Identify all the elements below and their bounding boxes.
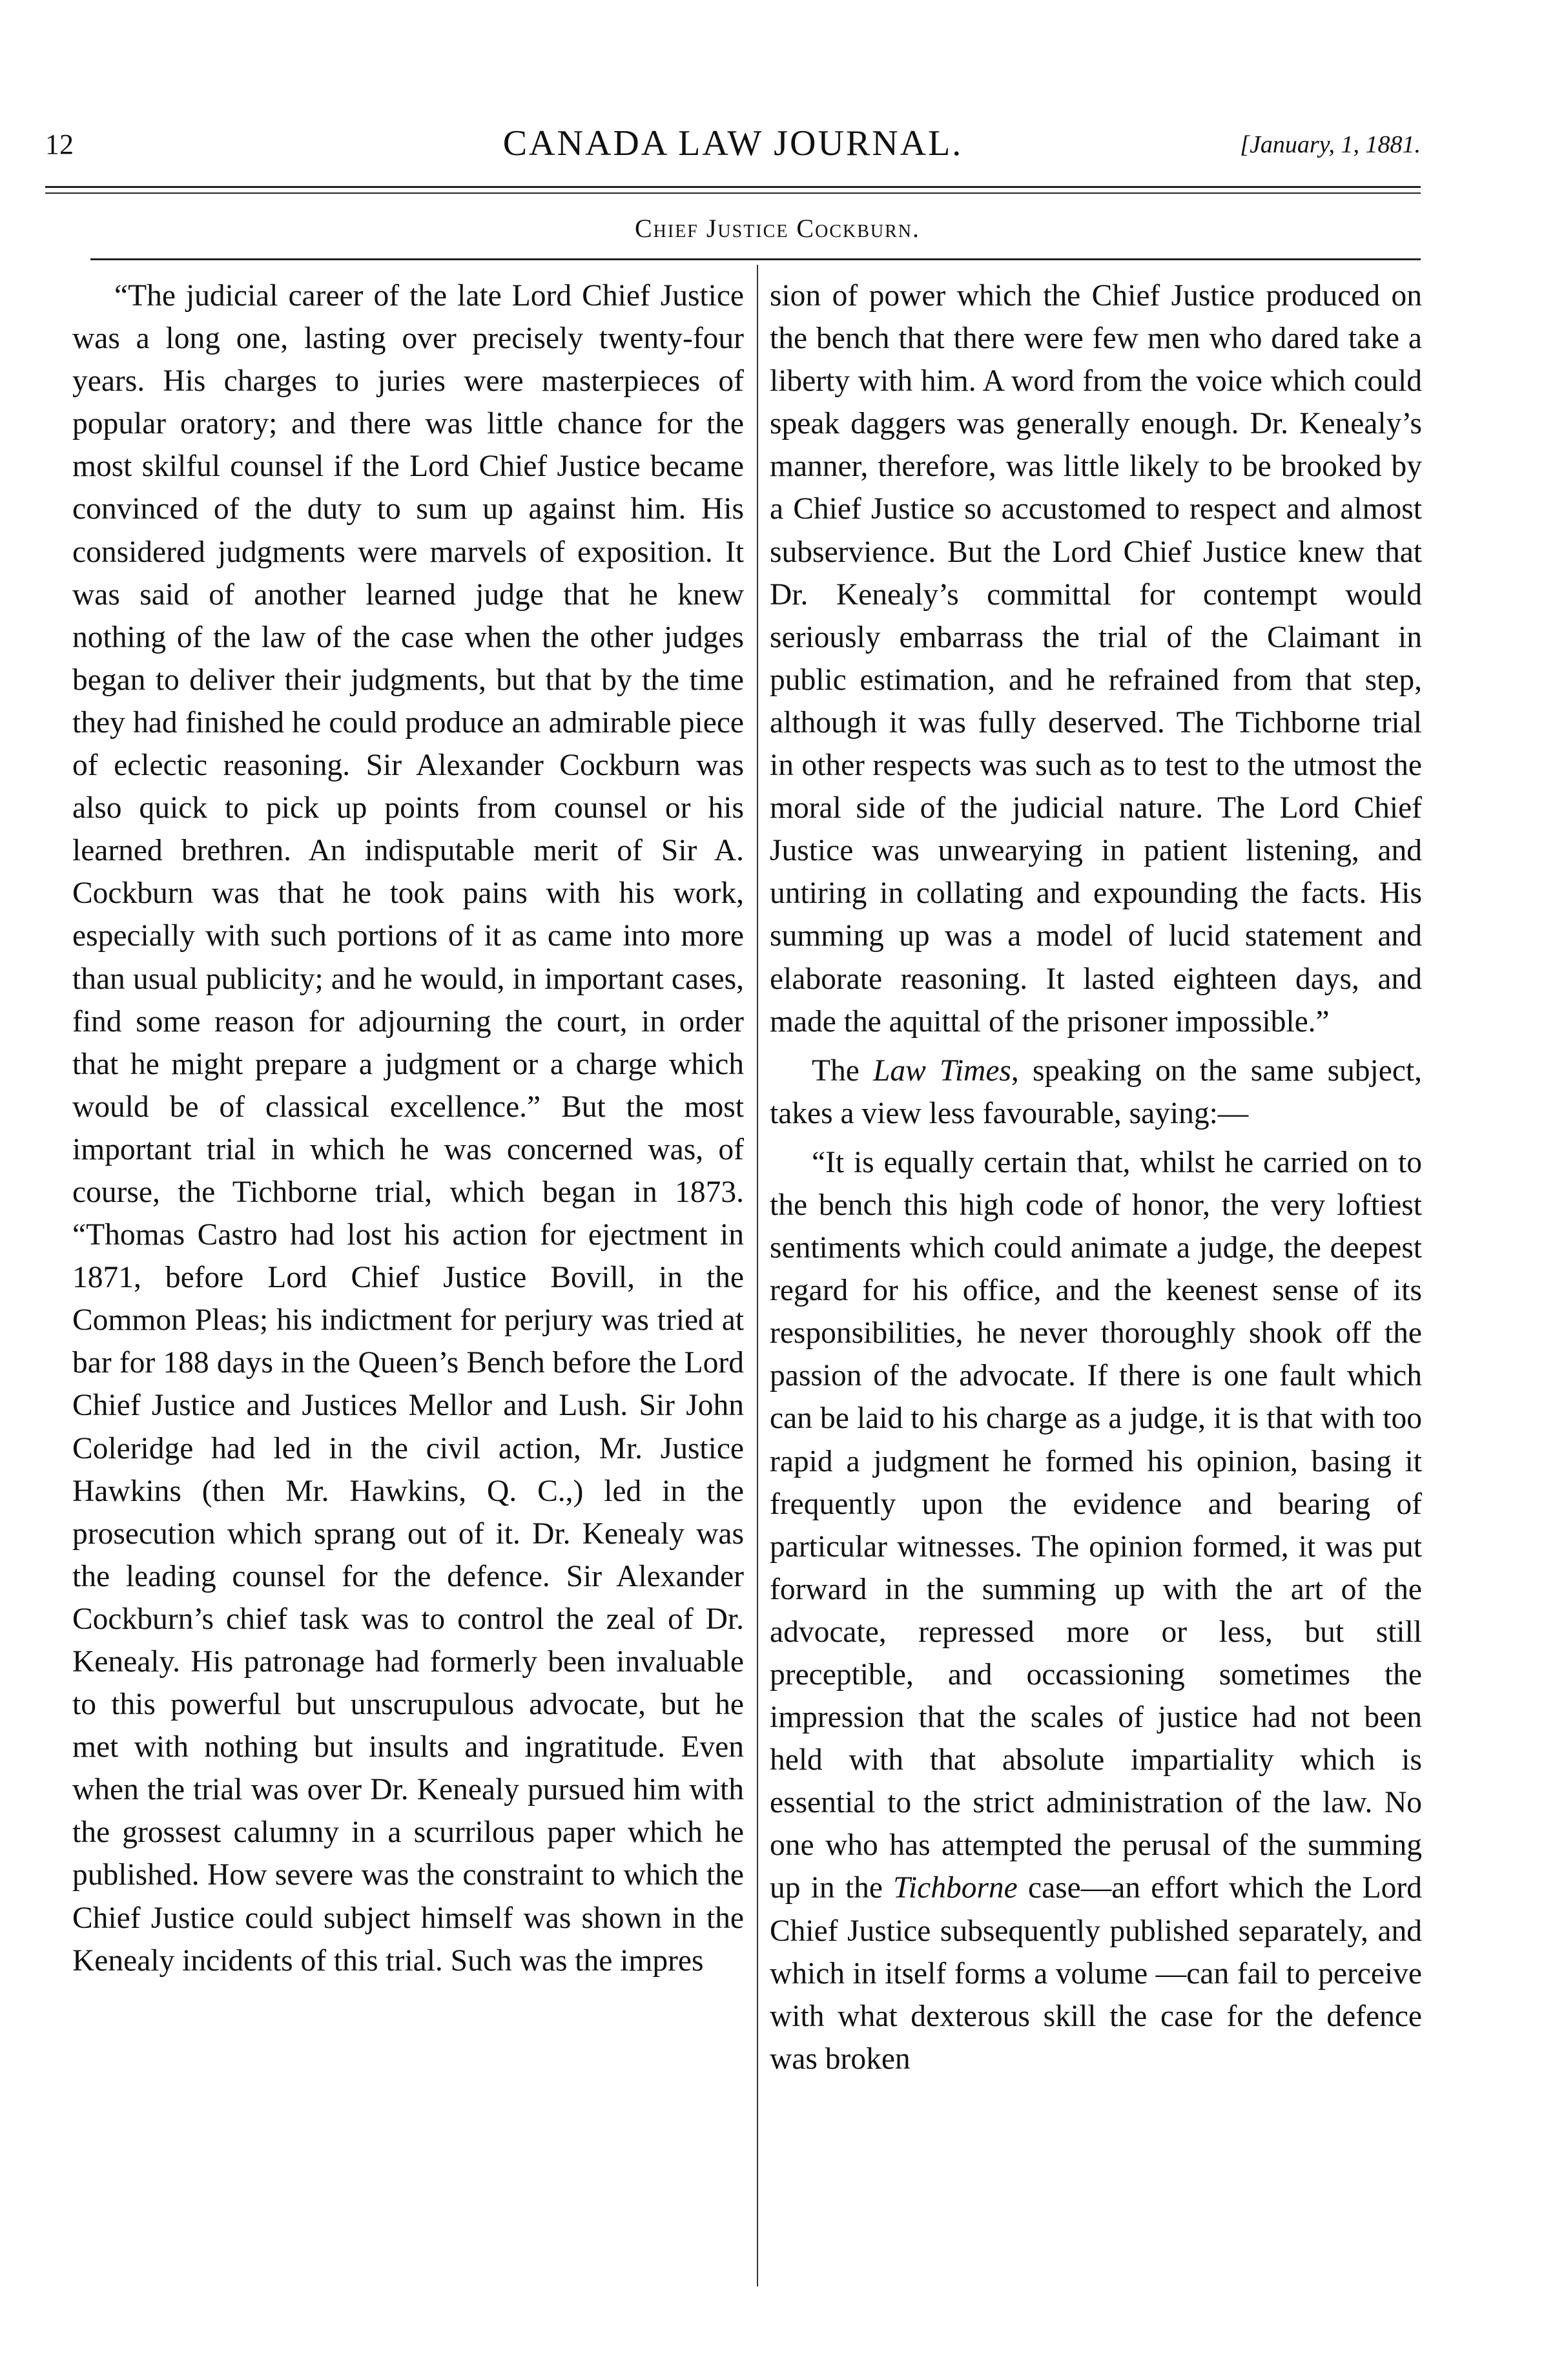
column-divider [757,265,758,2286]
p2-text-before: The [812,1053,874,1088]
right-continuation-paragraph: sion of power which the Chief Justice produced on the bench that there were few men who dared take a liberty with him. A word from the voice which could speak daggers was generally enough. Dr. Kenealy’s manner, therefore, was little likely to be brooked by a Chief Justice so accustomed to respect and almost subservience. But the Lord Chief Justice knew that Dr. Kenealy’s committal for contempt would seriously embarrass the trial of the Claimant in public estimation, and he refrained from that step, although it was fully deserved. The Tichborne trial in other respects was such as to test to the utmost the moral side of the judicial nature. The Lord Chief Justice was unwearying in patient listening, and untiring in collating and expounding the facts. His summing up was a model of lucid statement and elaborate reasoning. It lasted eighteen days, and made the aquittal of the prisoner impossible.” [770,279,1422,1039]
right-column [770,274,1422,2087]
p3-text-before: “It is equally certain that, whilst he carried on to the bench this high code of honor, the very loftiest sentiments which could animate a judge, the deepest regard for his office, and the keenest sense of its responsibilities, he never thoroughly shook off the passion of the advocate. If there is one fault which can be laid to his charge as a judge, it is that with too rapid a judgment he formed his opinion, basing it frequently upon the evidence and bearing of particular witnesses. The opinion formed, it was put forward in the summing up with the art of the advocate, repressed more or less, but still preceptible, and occassioning sometimes the impression that the scales of justice had not been held with that absolute impartiality which is essential to the strict administration of the law. No one who has attempted the perusal of the summing up in the [770,1145,1422,1905]
left-paragraph: “The judicial career of the late Lord Chief Justice was a long one, lasting over precisely twenty-four years. His charges to juries were masterpieces of popular oratory; and there was little chance for the most skilful counsel if the Lord Chief Justice became convinced of the duty to sum up against him. His considered judgments were marvels of exposition. It was said of another learned judge that he knew nothing of the law of the case when the other judges began to deliver their judgments, but that by the time they had finished he could produce an admirable piece of eclectic reasoning. Sir Alexander Cockburn was also quick to pick up points from counsel or his learned brethren. An indisputable merit of Sir A. Cockburn was that he took pains with his work, especially with such portions of it as came into more than usual publicity; and he would, in important cases, find some reason for adjourning the court, in order that he might prepare a judgment or a charge which would be of classical excellence.” But the most important trial in which he was concerned was, of course, the Tichborne trial, which began in 1873. “Thomas Castro had lost his action for ejectment in 1871, before Lord Chief Justice Bovill, in the Common Pleas; his indictment for perjury was tried at bar for 188 days in the Queen’s Bench before the Lord Chief Justice and Justices Mellor and Lush. Sir John Coleridge had led in the civil action, Mr. Justice Hawkins (then Mr. Hawkins, Q. C.,) led in the prosecution which sprang out of it. Dr. Kenealy was the leading counsel for the defence. Sir Alexander Cockburn’s chief task was to control the zeal of Dr. Kenealy. His patronage had formerly been invaluable to this powerful but unscrupulous advocate, but he met with nothing but insults and ingratitude. Even when the trial was over Dr. Kenealy pursued him with the grossest calumny in a scurrilous paper which he published. How severe was the constraint to which the Chief Justice could subject himself was shown in the Kenealy incidents of this trial. Such was the impres [72,279,744,1978]
p3-text-after: case—an effort which the Lord Chief Justice subsequently published separately, and which in itself forms a volume —can fail to perceive with what dexterous skill the case for the defence was broken [770,1871,1422,2076]
left-column [72,274,744,1989]
p2-text-after: , speaking on the same subject, takes a view less favourable, saying:— [770,1053,1422,1130]
law-times-intro-paragraph [770,1050,1422,1135]
section-title: Chief Justice Cockburn. [634,214,921,243]
journal-title: CANADA LAW JOURNAL. [502,123,963,163]
section-rule [90,258,1421,260]
case-name: Tichborne [893,1871,1018,1905]
running-header [45,123,1421,174]
page-number: 12 [45,129,74,160]
header-rule [45,186,1421,194]
issue-date: [January, 1, 1881. [1240,131,1421,158]
law-times-quote-paragraph [770,1141,1422,2080]
publication-title: Law Times [873,1053,1011,1088]
